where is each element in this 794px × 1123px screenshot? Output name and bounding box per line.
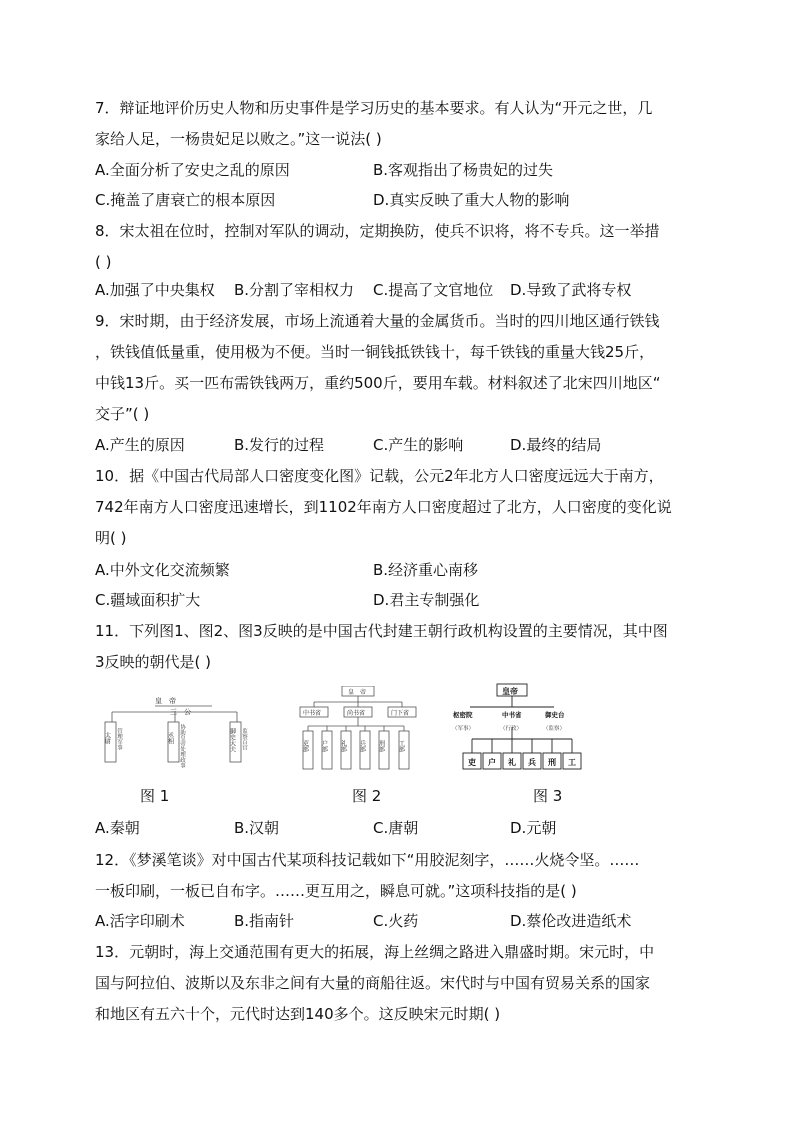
fig3-note-administration: （行政） [500, 726, 523, 732]
fig2-shangshu: 尚书省 [347, 710, 366, 717]
q8-stem-line2: ( ) [95, 253, 112, 271]
q12-option-b[interactable]: B.指南针 [234, 912, 295, 930]
q12-stem-line2: 一板印刷，一板已自布字。……更互用之，瞬息可就。”这项科技指的是( ) [95, 882, 577, 900]
fig3-note-supervision: （监察） [543, 726, 566, 732]
q8-stem-line1: 8．宋太祖在位时，控制对军队的调动，定期换防，使兵不识将，将不专兵。这一举措 [95, 222, 660, 240]
fig2-menxia: 门下省 [391, 710, 410, 717]
fig3-emperor-label: 皇帝 [502, 687, 518, 696]
fig2-zhongshu: 中书省 [303, 710, 322, 717]
q10-option-d[interactable]: D.君主专制强化 [373, 591, 480, 609]
fig3-bu-li-rites: 礼 [508, 758, 516, 767]
fig2-libu-personnel: 吏部 [301, 740, 309, 752]
fig3-zhongshusheng: 中书省 [502, 711, 522, 719]
fig3-note-military: （军事） [452, 726, 475, 732]
q7-stem-line2: 家给人足，一杨贵妃足以败之。”这一说法( ) [95, 130, 382, 148]
fig1-note-supervision: 监察百官 [241, 728, 247, 750]
fig3-yushitai: 御史台 [545, 711, 565, 719]
q8-option-c[interactable]: C.提高了文官地位 [373, 281, 494, 299]
fig3-bu-gong: 工 [568, 758, 576, 767]
q9-option-b[interactable]: B.发行的过程 [234, 436, 325, 454]
fig1-sangong-label: 三 公 [170, 708, 191, 716]
fig1-note-military: 管理军事 [116, 728, 122, 750]
fig2-libu-rites: 礼部 [339, 740, 347, 752]
fig3-shumiyuan: 枢密院 [453, 711, 473, 719]
figure-1-diagram [100, 694, 250, 776]
q9-stem-line2: ，铁钱值低量重，使用极为不便。当时一铜钱抵铁钱十，每千铁钱的重量大钱25斤， [95, 343, 655, 361]
fig1-note-government: 协助皇帝处理政事 [179, 724, 185, 768]
q12-stem-line1: 12．《梦溪笔谈》对中国古代某项科技记载如下“用胶泥刻字，……火烧令坚。…… [95, 851, 640, 869]
q9-stem-line3: 中钱13斤。买一匹布需铁钱两万，重约500斤，要用车载。材料叙述了北宋四川地区“ [95, 374, 661, 392]
q11-stem-line1: 11．下列图1、图2、图3反映的是中国古代封建王朝行政机构设置的主要情况，其中图 [95, 622, 668, 640]
q9-option-d[interactable]: D.最终的结局 [510, 436, 602, 454]
q11-option-d[interactable]: D.元朝 [510, 819, 557, 837]
fig3-bu-xing: 刑 [548, 758, 556, 767]
q9-option-c[interactable]: C.产生的影响 [373, 436, 464, 454]
q7-stem-line1: 7．辩证地评价历史人物和历史事件是学习历史的基本要求。有人认为“开元之世，几 [95, 99, 653, 117]
q7-option-d[interactable]: D.真实反映了重大人物的影响 [373, 191, 570, 209]
fig2-emperor-label: 皇 帝 [348, 689, 367, 696]
q8-option-b[interactable]: B.分割了宰相权力 [234, 281, 355, 299]
figure-3-diagram [450, 683, 590, 775]
q10-stem-line2: 742年南方人口密度迅速增长，到1102年南方人口密度超过了北方，人口密度的变化说 [95, 498, 672, 516]
q12-option-a[interactable]: A.活字印刷术 [95, 912, 185, 930]
q10-option-b[interactable]: B.经济重心南移 [373, 561, 479, 579]
fig3-bu-hu: 户 [488, 758, 496, 767]
figure-1-caption: 图 1 [140, 787, 170, 805]
q9-stem-line1: 9．宋时期，由于经济发展，市场上流通着大量的金属货币。当时的四川地区通行铁钱 [95, 312, 660, 330]
figure-2-caption: 图 2 [352, 787, 382, 805]
q10-option-a[interactable]: A.中外文化交流频繁 [95, 561, 230, 579]
q11-stem-line2: 3反映的朝代是( ) [95, 653, 212, 671]
figure-2-diagram [296, 686, 422, 776]
q7-option-c[interactable]: C.掩盖了唐衰亡的根本原因 [95, 191, 276, 209]
q13-stem-line3: 和地区有五六十个，元代时达到140多个。这反映宋元时期( ) [95, 1005, 501, 1023]
q12-option-d[interactable]: D.蔡伦改进造纸术 [510, 912, 632, 930]
q11-option-c[interactable]: C.唐朝 [373, 819, 419, 837]
fig3-bu-bing: 兵 [528, 758, 536, 767]
q7-option-b[interactable]: B.客观指出了杨贵妃的过失 [373, 161, 554, 179]
q12-option-c[interactable]: C.火药 [373, 912, 419, 930]
fig2-gongbu: 工部 [397, 740, 405, 752]
fig2-xingbu: 刑部 [377, 740, 385, 752]
q10-stem-line1: 10．据《中国古代局部人口密度变化图》记载，公元2年北方人口密度远远大于南方， [95, 467, 664, 485]
q10-option-c[interactable]: C.疆域面积扩大 [95, 591, 201, 609]
fig1-box-chengxiang: 丞相 [166, 732, 174, 744]
q13-stem-line1: 13．元朝时，海上交通范围有更大的拓展，海上丝绸之路进入鼎盛时期。宋元时，中 [95, 943, 655, 961]
q8-option-d[interactable]: D.导致了武将专权 [510, 281, 632, 299]
fig1-emperor-label: 皇 帝 [155, 697, 176, 705]
figure-3-caption: 图 3 [533, 787, 563, 805]
fig1-box-yushi: 御史大夫 [228, 728, 236, 752]
q8-option-a[interactable]: A.加强了中央集权 [95, 281, 215, 299]
fig2-hubu: 户部 [320, 740, 328, 752]
q9-option-a[interactable]: A.产生的原因 [95, 436, 185, 454]
q9-stem-line4: 交子”( ) [95, 405, 150, 423]
q11-option-a[interactable]: A.秦朝 [95, 819, 140, 837]
fig1-box-taiwei: 太尉 [103, 732, 111, 744]
q7-option-a[interactable]: A.全面分析了安史之乱的原因 [95, 161, 290, 179]
q11-option-b[interactable]: B.汉朝 [234, 819, 280, 837]
q13-stem-line2: 国与阿拉伯、波斯以及东非之间有大量的商船往返。宋代时与中国有贸易关系的国家 [95, 974, 651, 992]
fig2-bingbu: 兵部 [358, 740, 366, 752]
fig3-bu-li-personnel: 吏 [468, 758, 476, 767]
q10-stem-line3: 明( ) [95, 529, 127, 547]
